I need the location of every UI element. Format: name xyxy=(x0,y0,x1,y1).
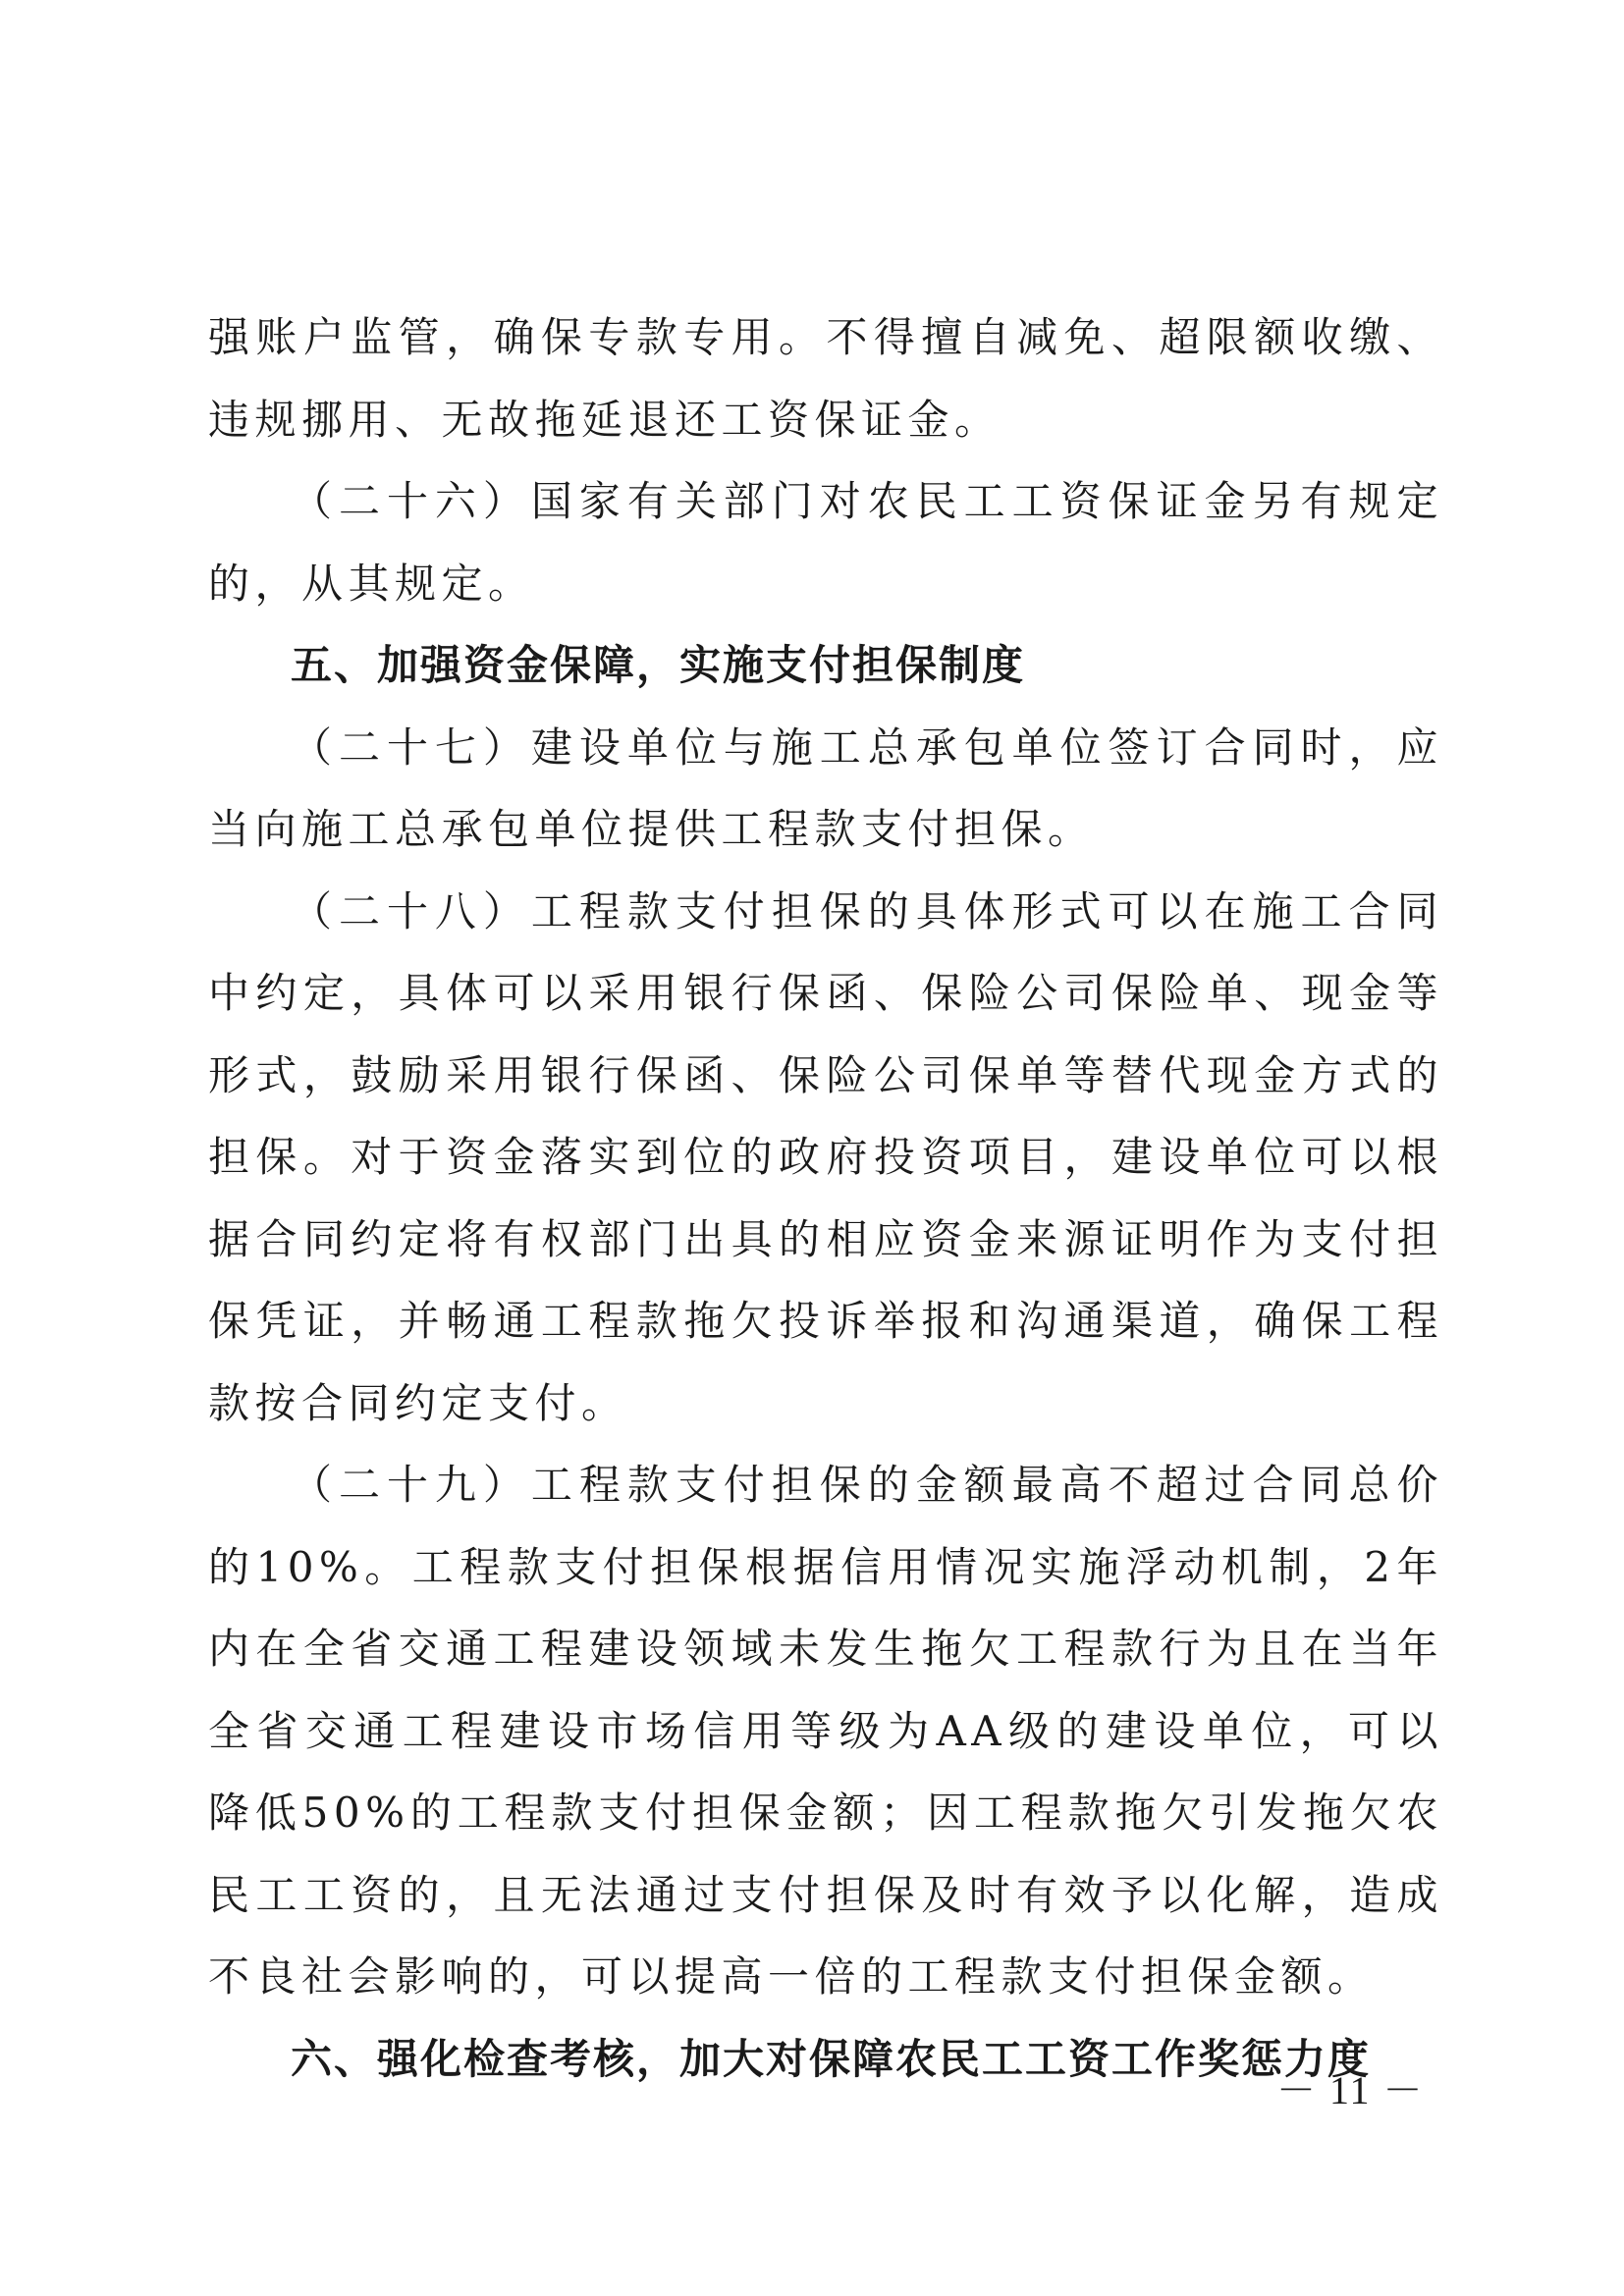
section-heading-5: 五、加强资金保障，实施支付担保制度 xyxy=(291,641,1026,689)
paragraph-29: （二十九）工程款支付担保的金额最高不超过合同总价的10%。工程款支付担保根据信用情况实施浮动机制，2年内在全省交通工程建设领域未发生拖欠工程款行为且在当年全省交通工程建设市场信用等级为AA级的建设单位，可以降低50%的工程款支付担保金额；因工程款拖欠引发拖欠农民工工资的，且无法通过支付担保及时有效予以化解，造成不良社会影响的，可以提高一倍的工程款支付担保金额。 xyxy=(208,1461,1443,2001)
paragraph-28: （二十八）工程款支付担保的具体形式可以在施工合同中约定，具体可以采用银行保函、保险公司保险单、现金等形式，鼓励采用银行保函、保险公司保单等替代现金方式的担保。对于资金落实到位的政府投资项目，建设单位可以根据合同约定将有权部门出具的相应资金来源证明作为支付担保凭证，并畅通工程款拖欠投诉举报和沟通渠道，确保工程款按合同约定支付。 xyxy=(208,886,1443,1427)
paragraph-26: （二十六）国家有关部门对农民工工资保证金另有规定的，从其规定。 xyxy=(208,477,1443,608)
section-heading-6: 六、强化检查考核，加大对保障农民工工资工作奖惩力度 xyxy=(291,2034,1372,2083)
paragraph-27: （二十七）建设单位与施工总承包单位签订合同时，应当向施工总承包单位提供工程款支付担保。 xyxy=(208,722,1443,853)
page-number: － 11 － xyxy=(1276,2068,1425,2112)
document-body xyxy=(208,296,1443,2100)
paragraph-continuation: 强账户监管，确保专款专用。不得擅自减免、超限额收缴、违规挪用、无故拖延退还工资保证金。 xyxy=(208,313,1443,444)
